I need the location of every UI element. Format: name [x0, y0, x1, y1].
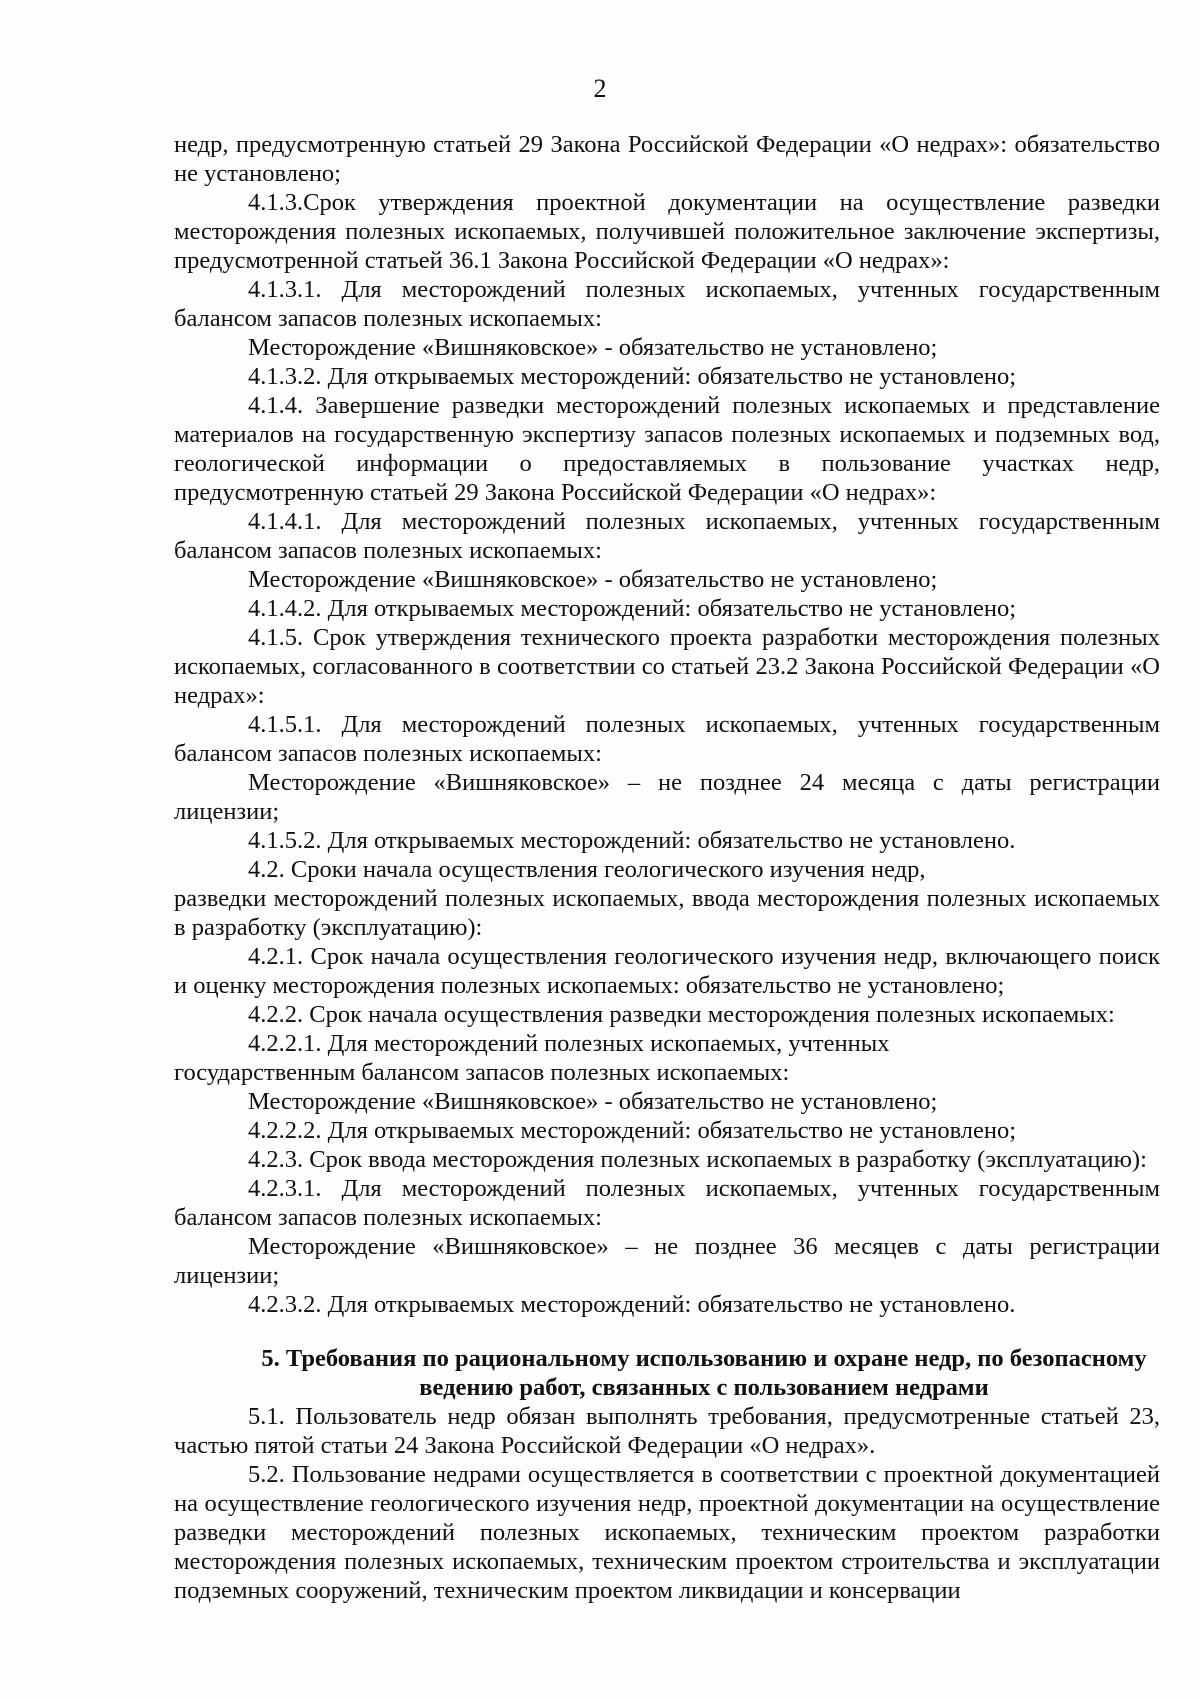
- paragraph: 4.2.3.1. Для месторождений полезных ископаемых, учтенных государственным балансом запасов полезных ископаемых:: [174, 1175, 1160, 1231]
- paragraph: Месторождение «Вишняковское» – не позднее 36 месяцев с даты регистрации лицензии;: [174, 1233, 1160, 1289]
- paragraph: 4.2.1. Срок начала осуществления геологического изучения недр, включающего поиск и оценку месторождения полезных ископаемых: обязательство не установлено;: [174, 943, 1160, 999]
- document-body: [174, 130, 1160, 1605]
- paragraph: 5.2. Пользование недрами осуществляется в соответствии с проектной документацией на осуществление геологического изучения недр, проектной документации на осуществление разведки месторождений полезных ископаемых, техническим проектом разработки месторождения полезных ископаемых, техническим проектом строительства и эксплуатации подземных сооружений, техническим проектом ликвидации и консервации: [174, 1461, 1160, 1604]
- paragraph: 5.1. Пользователь недр обязан выполнять требования, предусмотренные статьей 23, частью пятой статьи 24 Закона Российской Федерации «О недрах».: [174, 1403, 1160, 1459]
- paragraph: государственным балансом запасов полезных ископаемых:: [174, 1059, 790, 1086]
- paragraph: Месторождение «Вишняковское» – не позднее 24 месяца с даты регистрации лицензии;: [174, 769, 1160, 825]
- paragraph: 4.2.2. Срок начала осуществления разведки месторождения полезных ископаемых:: [248, 1001, 1115, 1028]
- paragraph: 4.2.2.2. Для открываемых месторождений: обязательство не установлено;: [248, 1117, 1017, 1144]
- page-number: 2: [593, 74, 607, 103]
- paragraph: 4.2.3.2. Для открываемых месторождений: обязательство не установлено.: [248, 1291, 1016, 1318]
- paragraph: 4.1.5. Срок утверждения технического проекта разработки месторождения полезных ископаемых, согласованного в соответствии со статьей 23.2 Закона Российской Федерации «О недрах»:: [174, 624, 1160, 709]
- paragraph: Месторождение «Вишняковское» - обязательство не установлено;: [248, 566, 938, 593]
- paragraph: 4.2. Сроки начала осуществления геологического изучения недр,: [248, 856, 926, 883]
- paragraph: 4.1.4. Завершение разведки месторождений полезных ископаемых и представление материалов на государственную экспертизу запасов полезных ископаемых и подземных вод, геологической информации о предоставляемых в пользование участках недр, предусмотренную статьей 29 Закона Российской Федерации «О недрах»:: [174, 392, 1160, 506]
- paragraph: 4.1.3.2. Для открываемых месторождений: обязательство не установлено;: [248, 363, 1017, 390]
- paragraph: 4.1.4.2. Для открываемых месторождений: обязательство не установлено;: [248, 595, 1017, 622]
- paragraph: недр, предусмотренную статьей 29 Закона Российской Федерации «О недрах»: обязательство не установлено;: [174, 131, 1160, 187]
- paragraph: Месторождение «Вишняковское» - обязательство не установлено;: [248, 334, 938, 361]
- paragraph: 4.2.2.1. Для месторождений полезных ископаемых, учтенных: [248, 1030, 890, 1057]
- paragraph: 4.1.5.2. Для открываемых месторождений: обязательство не установлено.: [248, 827, 1016, 854]
- section-5-title: 5. Требования по рациональному использованию и охране недр, по безопасному ведению работ, связанных с пользованием недрами: [261, 1345, 1147, 1401]
- paragraph: 4.2.3. Срок ввода месторождения полезных ископаемых в разработку (эксплуатацию):: [248, 1146, 1147, 1173]
- paragraph: 4.1.4.1. Для месторождений полезных ископаемых, учтенных государственным балансом запасов полезных ископаемых:: [174, 508, 1160, 564]
- paragraph: 4.1.3.Срок утверждения проектной документации на осуществление разведки месторождения полезных ископаемых, получившей положительное заключение экспертизы, предусмотренной статьей 36.1 Закона Российской Федерации «О недрах»:: [174, 189, 1160, 274]
- paragraph: 4.1.5.1. Для месторождений полезных ископаемых, учтенных государственным балансом запасов полезных ископаемых:: [174, 711, 1160, 767]
- paragraph: 4.1.3.1. Для месторождений полезных ископаемых, учтенных государственным балансом запасов полезных ископаемых:: [174, 276, 1160, 332]
- paragraph: разведки месторождений полезных ископаемых, ввода месторождения полезных ископаемых в разработку (эксплуатацию):: [174, 885, 1160, 941]
- paragraph: Месторождение «Вишняковское» - обязательство не установлено;: [248, 1088, 938, 1115]
